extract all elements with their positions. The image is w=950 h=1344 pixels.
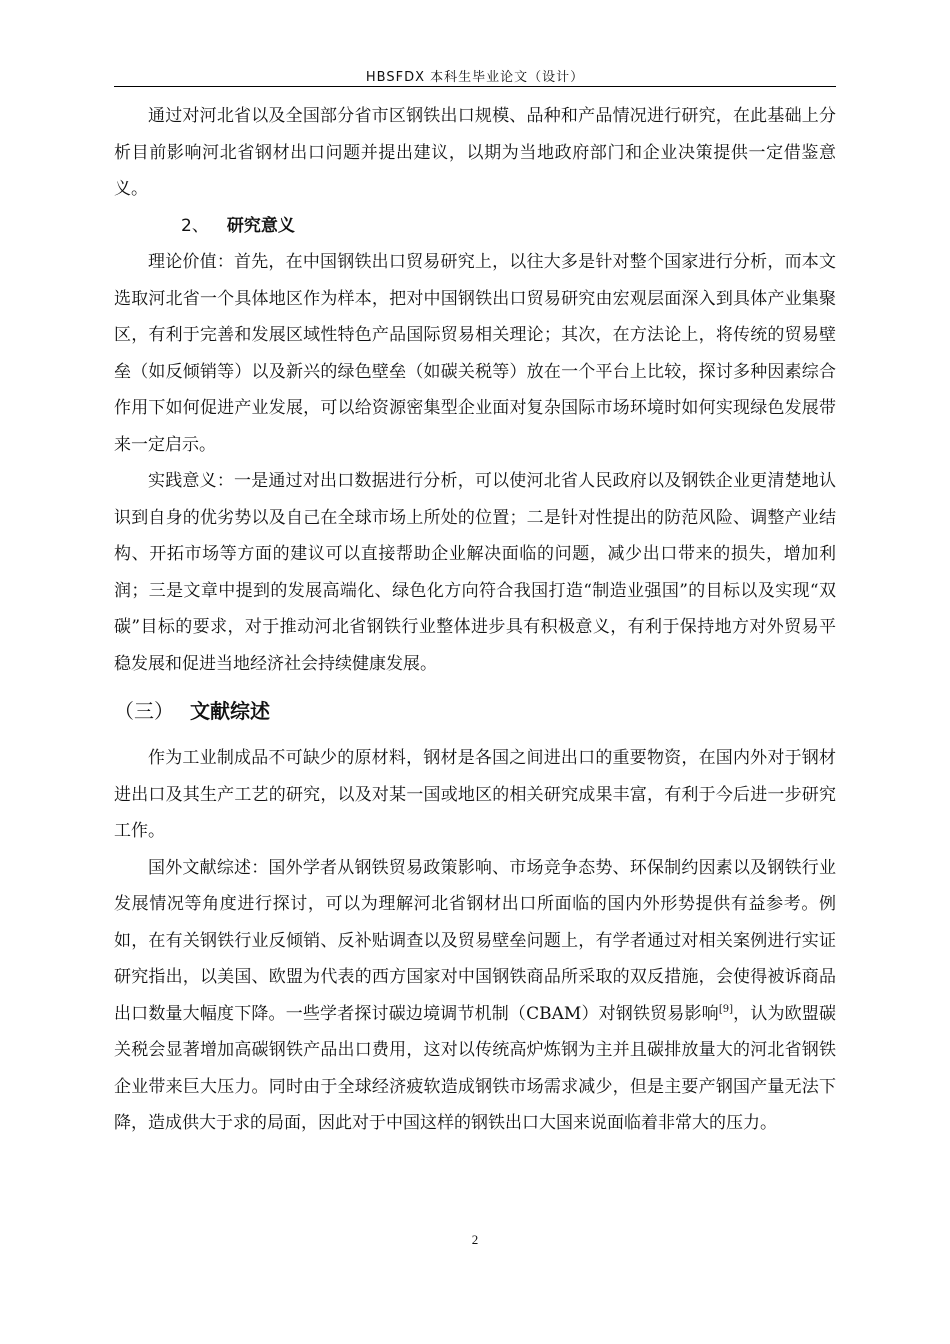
foreign-literature-text-part2: ，认为欧盟碳关税会显著增加高碳钢铁产品出口费用，这对以传统高炉炼钢为主并且碳排放量大的河北省钢铁企业带来巨大压力。同时由于全球经济疲软造成钢铁市场需求减少，但是主要产钢国产量无法下降，造成供大于求的局面，因此对于中国这样的钢铁出口大国来说面临着非常大的压力。	[114, 1003, 837, 1133]
section-title: 文献综述	[190, 699, 270, 723]
subheading-number: 2、	[181, 215, 209, 236]
paragraph-literature-intro: 作为工业制成品不可缺少的原材料，钢材是各国之间进出口的重要物资，在国内外对于钢材进出口及其生产工艺的研究，以及对某一国或地区的相关研究成果丰富，有利于今后进一步研究工作。	[114, 748, 836, 841]
running-header: HBSFDX 本科生毕业论文（设计）	[365, 70, 585, 85]
page-body	[114, 98, 836, 1142]
paragraph-practical-significance: 实践意义：一是通过对出口数据进行分析，可以使河北省人民政府以及钢铁企业更清楚地认识到自身的优劣势以及自己在全球市场上所处的位置；二是针对性提出的防范风险、调整产业结构、开拓市场等方面的建议可以直接帮助企业解决面临的问题，减少出口带来的损失，增加利润；三是文章中提到的发展高端化、绿色化方向符合我国打造“制造业强国”的目标以及实现“双碳”目标的要求，对于推动河北省钢铁行业整体进步具有积极意义，有利于保持地方对外贸易平稳发展和促进当地经济社会持续健康发展。	[114, 471, 836, 674]
paragraph-research-content: 通过对河北省以及全国部分省市区钢铁出口规模、品种和产品情况进行研究，在此基础上分析目前影响河北省钢材出口问题并提出建议，以期为当地政府部门和企业决策提供一定借鉴意义。	[114, 106, 836, 199]
section-number: （三）	[114, 699, 174, 723]
subheading-research-significance	[114, 208, 836, 245]
subheading-title: 研究意义	[226, 215, 295, 236]
paragraph-foreign-literature	[114, 850, 836, 1142]
citation-reference: [9]	[718, 1003, 733, 1015]
paragraph-theoretical-value: 理论价值：首先，在中国钢铁出口贸易研究上，以往大多是针对整个国家进行分析，而本文选取河北省一个具体地区作为样本，把对中国钢铁出口贸易研究由宏观层面深入到具体产业集聚区，有利于完善和发展区域性特色产品国际贸易相关理论；其次，在方法论上，将传统的贸易壁垒（如反倾销等）以及新兴的绿色壁垒（如碳关税等）放在一个平台上比较，探讨多种因素综合作用下如何促进产业发展，可以给资源密集型企业面对复杂国际市场环境时如何实现绿色发展带来一定启示。	[114, 252, 836, 455]
header-divider	[114, 86, 836, 87]
foreign-literature-text-part1: 国外文献综述：国外学者从钢铁贸易政策影响、市场竞争态势、环保制约因素以及钢铁行业发展情况等角度进行探讨，可以为理解河北省钢材出口所面临的国内外形势提供有益参考。例如，在有关钢铁行业反倾销、反补贴调查以及贸易壁垒问题上，有学者通过对相关案例进行实证研究指出，以美国、欧盟为代表的西方国家对中国钢铁商品所采取的双反措施，会使得被诉商品出口数量大幅度下降。一些学者探讨碳边境调节机制（CBAM）对钢铁贸易影响	[114, 857, 836, 1024]
page-number: 2	[471, 1232, 479, 1247]
section-heading-literature-review	[114, 694, 836, 728]
